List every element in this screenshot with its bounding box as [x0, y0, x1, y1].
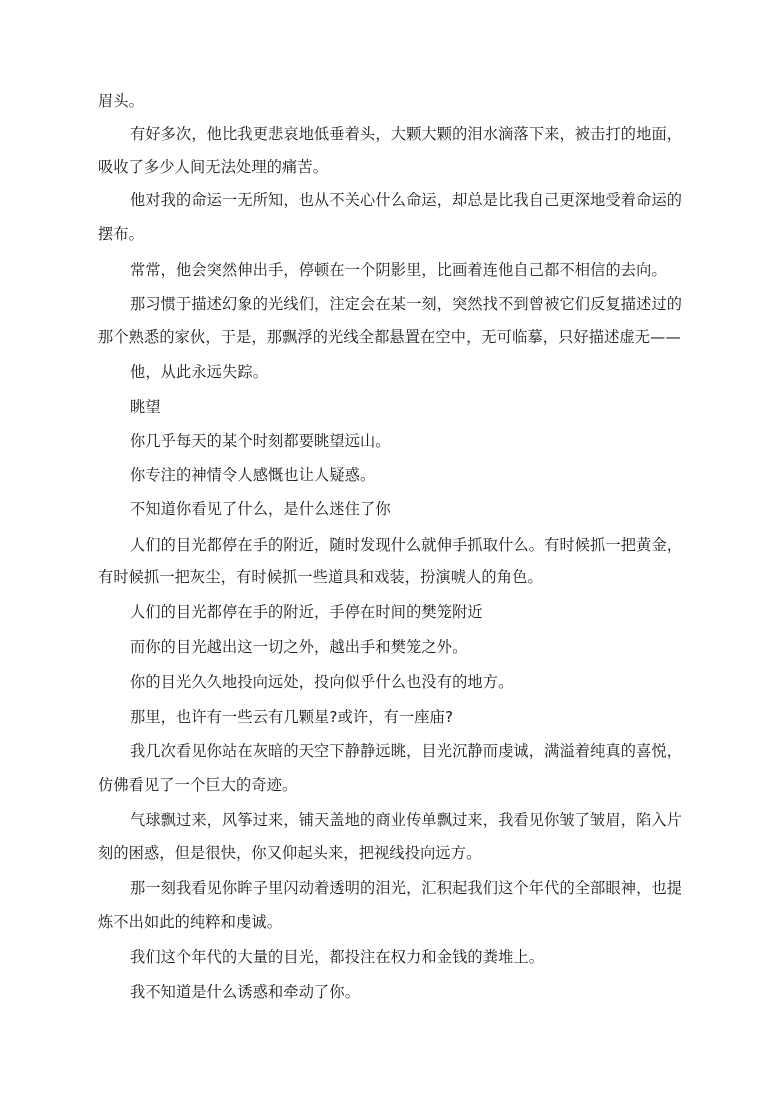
text-line: 眉头。: [98, 92, 145, 110]
text-line: 他，从此永远失踪。: [130, 363, 269, 381]
text-line: 你专注的神情令人感慨也让人疑惑。: [130, 466, 376, 484]
text-line: 仿佛看见了一个巨大的奇迹。: [98, 776, 298, 794]
text-line: 刻的困惑，但是很快，你又仰起头来，把视线投向远方。: [98, 844, 482, 862]
text-line: 那习惯于描述幻象的光线们，注定会在某一刻，突然找不到曾被它们反复描述过的: [130, 295, 683, 313]
text-line: 而你的目光越出这一切之外，越出手和樊笼之外。: [130, 638, 468, 656]
text-line: 那里，也许有一些云有几颗星?或许，有一座庙?: [130, 708, 454, 726]
text-line: 有时候抓一把灰尘，有时候抓一些道具和戏装，扮演唬人的角色。: [98, 568, 543, 586]
section-title: 眺望: [130, 398, 161, 416]
text-line: 你几乎每天的某个时刻都要眺望远山。: [130, 432, 391, 450]
text-line: 你的目光久久地投向远处，投向似乎什么也没有的地方。: [130, 673, 514, 691]
text-line: 人们的目光都停在手的附近，手停在时间的樊笼附近: [130, 603, 483, 621]
text-line: 不知道你看见了什么，是什么迷住了你: [130, 500, 391, 518]
text-line: 吸收了多少人间无法处理的痛苦。: [98, 158, 329, 176]
text-line: 那一刻我看见你眸子里闪动着透明的泪光，汇积起我们这个年代的全部眼神，也提: [130, 879, 683, 897]
text-line: 气球飘过来，风筝过来，铺天盖地的商业传单飘过来，我看见你皱了皱眉，陷入片: [130, 811, 683, 829]
text-line: 有好多次，他比我更悲哀地低垂着头，大颗大颗的泪水滴落下来，被击打的地面，: [130, 125, 683, 143]
text-line: 炼不出如此的纯粹和虔诚。: [98, 913, 283, 931]
text-line: 我几次看见你站在灰暗的天空下静静远眺，目光沉静而虔诚，满溢着纯真的喜悦，: [130, 742, 683, 760]
text-line: 常常，他会突然伸出手，停顿在一个阴影里，比画着连他自己都不相信的去向。: [130, 261, 667, 279]
text-line: 我们这个年代的大量的目光，都投注在权力和金钱的粪堆上。: [130, 948, 545, 966]
text-line: 我不知道是什么诱惑和牵动了你。: [130, 983, 361, 1001]
text-line: 人们的目光都停在手的附近，随时发现什么就伸手抓取什么。有时候抓一把黄金，: [130, 536, 683, 554]
text-line: 摆布。: [98, 225, 145, 243]
text-line: 他对我的命运一无所知，也从不关心什么命运，却总是比我自己更深地受着命运的: [130, 191, 683, 209]
text-line: 那个熟悉的家伙，于是，那飘浮的光线全都悬置在空中，无可临摹，只好描述虚无——: [98, 328, 681, 346]
